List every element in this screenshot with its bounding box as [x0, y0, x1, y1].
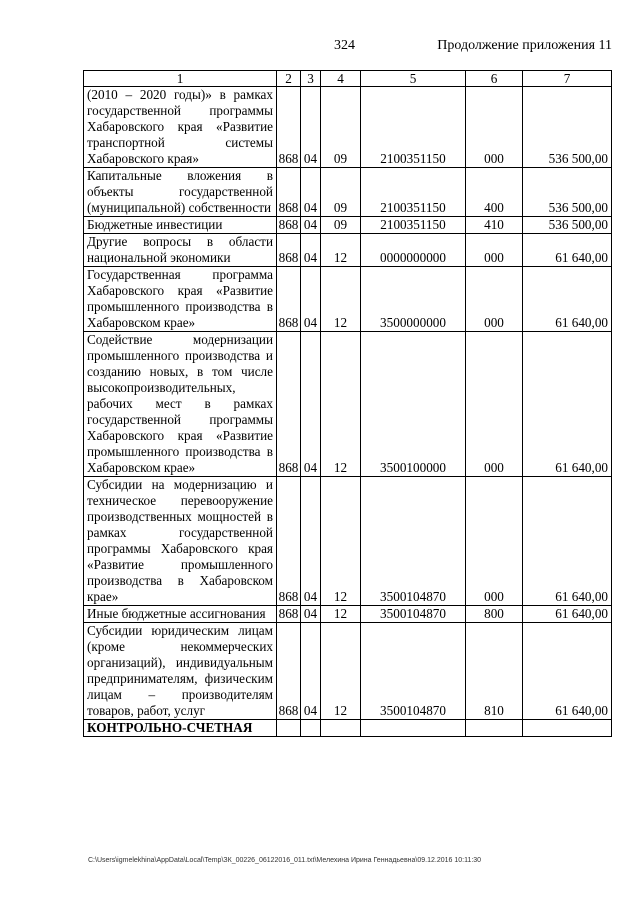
cell-expense-type: 000	[466, 477, 523, 606]
cell-section: 04	[301, 332, 321, 477]
cell-subsection: 12	[321, 606, 361, 623]
column-header: 6	[466, 71, 523, 87]
cell-expense-type: 400	[466, 168, 523, 217]
cell-section: 04	[301, 168, 321, 217]
cell-expense-type: 000	[466, 267, 523, 332]
table-row	[84, 720, 612, 737]
cell-subsection: 09	[321, 87, 361, 168]
cell-expense-type: 000	[466, 87, 523, 168]
cell-target: 2100351150	[361, 168, 466, 217]
cell-target: 3500104870	[361, 477, 466, 606]
cell-target	[361, 720, 466, 737]
cell-amount: 61 640,00	[523, 332, 612, 477]
column-header: 4	[321, 71, 361, 87]
cell-subsection	[321, 720, 361, 737]
cell-section: 04	[301, 234, 321, 267]
table-row	[84, 332, 612, 477]
row-name: Государственная программа Хабаровского края «Развитие промышленного производства в Хабаровском крае»	[84, 267, 277, 332]
row-name: КОНТРОЛЬНО-СЧЕТНАЯ	[84, 720, 277, 737]
cell-section: 04	[301, 477, 321, 606]
row-name: Содействие модернизации промышленного производства и созданию новых, в том числе высокопроизводительных, рабочих мест в рамках государственной программы Хабаровского края «Развитие промышленного производства в Хабаровском крае»	[84, 332, 277, 477]
table-row	[84, 87, 612, 168]
cell-subsection: 12	[321, 477, 361, 606]
cell-amount: 61 640,00	[523, 267, 612, 332]
cell-target: 3500100000	[361, 332, 466, 477]
table-row	[84, 477, 612, 606]
column-header-row	[84, 71, 612, 87]
cell-subsection: 12	[321, 234, 361, 267]
cell-expense-type: 000	[466, 332, 523, 477]
cell-subsection: 12	[321, 623, 361, 720]
cell-subsection: 12	[321, 332, 361, 477]
cell-section: 04	[301, 217, 321, 234]
cell-expense-type: 000	[466, 234, 523, 267]
cell-ministry: 868	[277, 332, 301, 477]
cell-section: 04	[301, 606, 321, 623]
cell-section: 04	[301, 623, 321, 720]
cell-amount: 536 500,00	[523, 217, 612, 234]
cell-expense-type: 410	[466, 217, 523, 234]
table-row	[84, 606, 612, 623]
cell-ministry: 868	[277, 606, 301, 623]
column-header: 3	[301, 71, 321, 87]
row-name: Иные бюджетные ассигнования	[84, 606, 277, 623]
cell-expense-type	[466, 720, 523, 737]
cell-target: 3500104870	[361, 623, 466, 720]
cell-expense-type: 800	[466, 606, 523, 623]
cell-section: 04	[301, 87, 321, 168]
row-name: (2010 – 2020 годы)» в рамках государственной программы Хабаровского края «Развитие транспортной системы Хабаровского края»	[84, 87, 277, 168]
cell-ministry: 868	[277, 87, 301, 168]
cell-amount: 536 500,00	[523, 87, 612, 168]
cell-target: 3500000000	[361, 267, 466, 332]
cell-amount: 536 500,00	[523, 168, 612, 217]
column-header: 7	[523, 71, 612, 87]
table-row	[84, 623, 612, 720]
cell-subsection: 09	[321, 168, 361, 217]
cell-ministry: 868	[277, 217, 301, 234]
cell-section: 04	[301, 267, 321, 332]
column-header: 2	[277, 71, 301, 87]
cell-ministry: 868	[277, 623, 301, 720]
cell-amount: 61 640,00	[523, 477, 612, 606]
table-row	[84, 168, 612, 217]
cell-ministry	[277, 720, 301, 737]
cell-target: 2100351150	[361, 87, 466, 168]
row-name: Бюджетные инвестиции	[84, 217, 277, 234]
cell-amount	[523, 720, 612, 737]
cell-target: 3500104870	[361, 606, 466, 623]
cell-target: 0000000000	[361, 234, 466, 267]
table-row	[84, 267, 612, 332]
cell-amount: 61 640,00	[523, 234, 612, 267]
row-name: Другие вопросы в области национальной экономики	[84, 234, 277, 267]
file-path-footer: C:\Users\igmelekhina\AppData\Local\Temp\ЗК_00226_06122016_011.txt\Мелехина Ирина Геннадьевна\09.12.2016 10:11:30	[88, 857, 482, 864]
cell-amount: 61 640,00	[523, 606, 612, 623]
cell-ministry: 868	[277, 477, 301, 606]
cell-ministry: 868	[277, 267, 301, 332]
cell-subsection: 09	[321, 217, 361, 234]
cell-ministry: 868	[277, 168, 301, 217]
table-row	[84, 234, 612, 267]
column-header: 1	[84, 71, 277, 87]
row-name: Субсидии юридическим лицам (кроме некоммерческих организаций), индивидуальным предпринимателям, физическим лицам – производителям товаров, работ, услуг	[84, 623, 277, 720]
cell-expense-type: 810	[466, 623, 523, 720]
cell-section	[301, 720, 321, 737]
appendix-title: Продолжение приложения 11	[437, 38, 612, 53]
budget-table	[83, 70, 612, 737]
cell-ministry: 868	[277, 234, 301, 267]
cell-target: 2100351150	[361, 217, 466, 234]
column-header: 5	[361, 71, 466, 87]
page-number: 324	[334, 38, 355, 53]
row-name: Капитальные вложения в объекты государственной (муниципальной) собственности	[84, 168, 277, 217]
cell-subsection: 12	[321, 267, 361, 332]
table-row	[84, 217, 612, 234]
row-name: Субсидии на модернизацию и техническое перевооружение производственных мощностей в рамках государственной программы Хабаровского края «Развитие промышленного производства в Хабаровском крае»	[84, 477, 277, 606]
cell-amount: 61 640,00	[523, 623, 612, 720]
